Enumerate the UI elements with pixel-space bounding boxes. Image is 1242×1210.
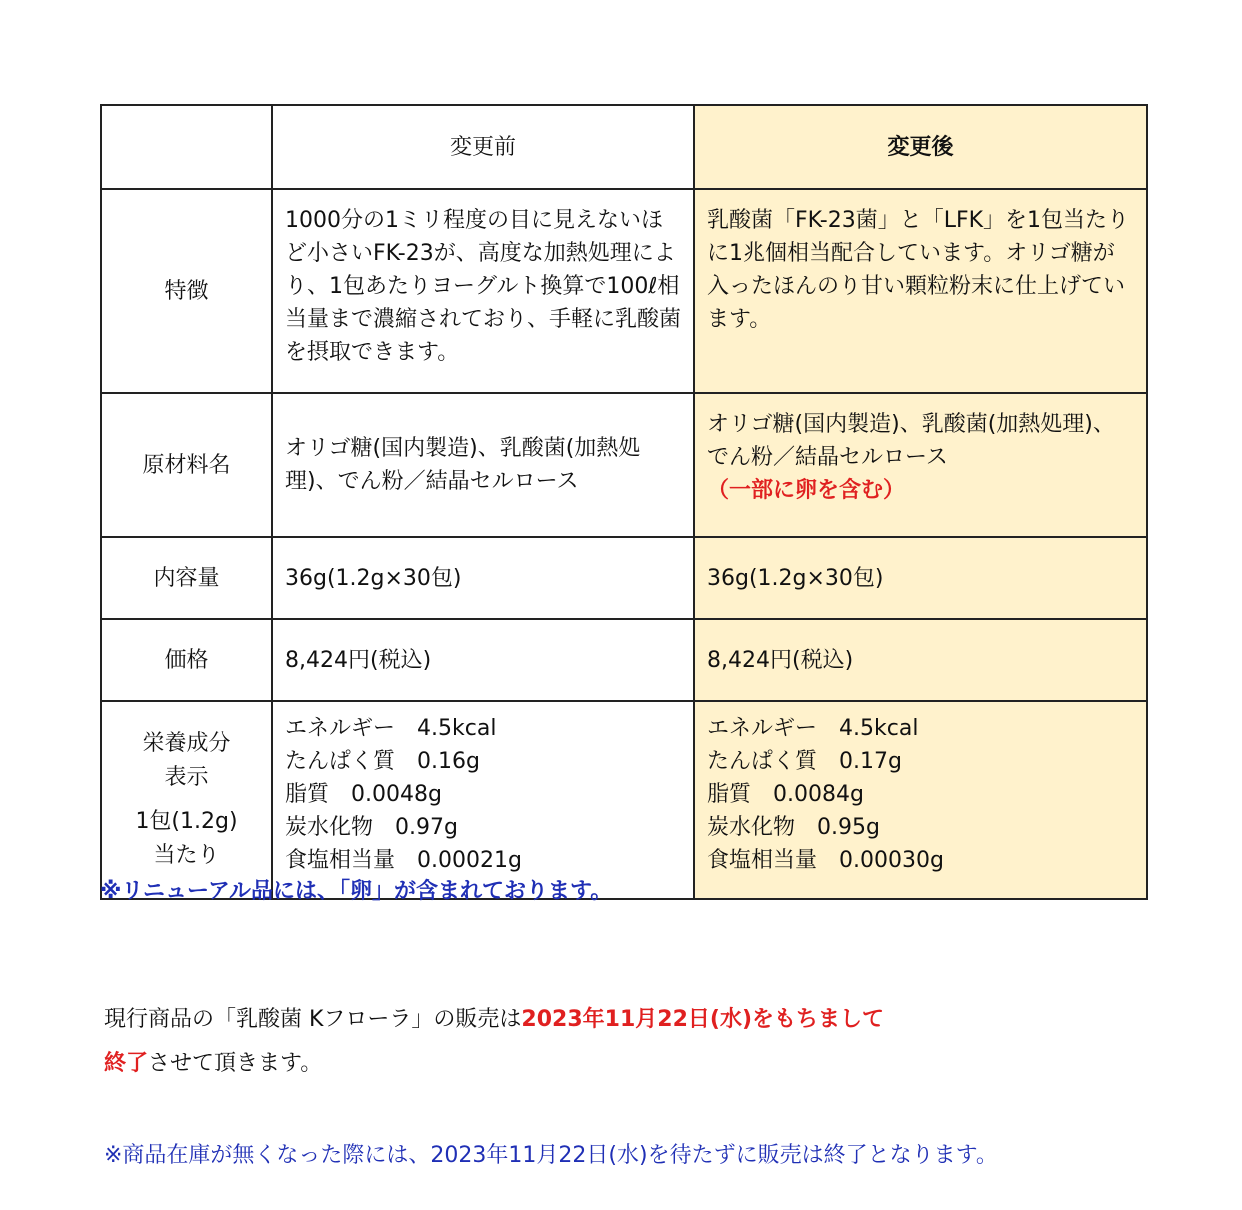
volume-row bbox=[101, 537, 1147, 619]
egg-allergen-highlight: （一部に卵を含む） bbox=[707, 478, 906, 503]
nutrition-name: たんぱく質 bbox=[707, 749, 818, 774]
end-notice-suffix: させて頂きます。 bbox=[148, 1051, 323, 1076]
nutrition-value: 0.95g bbox=[817, 815, 880, 840]
nutrition-item bbox=[707, 712, 1136, 745]
volume-label: 内容量 bbox=[101, 537, 272, 619]
nutrition-item bbox=[707, 811, 1136, 844]
nutrition-name: たんぱく質 bbox=[285, 749, 396, 774]
price-before: 8,424円(税込) bbox=[272, 619, 694, 701]
nutrition-value: 0.97g bbox=[395, 815, 458, 840]
nutrition-after bbox=[694, 701, 1147, 899]
nutrition-name: 炭水化物 bbox=[707, 815, 796, 840]
feature-before: 1000分の1ミリ程度の目に見えないほど小さいFK-23が、高度な加熱処理により、1包あたりヨーグルト換算で100ℓ相当量まで濃縮されており、手軽に乳酸菌を摂取できます。 bbox=[272, 189, 694, 393]
feature-label: 特徴 bbox=[101, 189, 272, 393]
nutrition-before bbox=[272, 701, 694, 899]
header-empty-cell bbox=[101, 105, 272, 189]
volume-before: 36g(1.2g×30包) bbox=[272, 537, 694, 619]
end-notice-end: 終了 bbox=[104, 1051, 149, 1076]
nutrition-name: 脂質 bbox=[285, 782, 330, 807]
nutrition-value: 0.0084g bbox=[773, 782, 864, 807]
nutrition-label-line4: 当たり bbox=[153, 843, 220, 868]
nutrition-item bbox=[707, 745, 1136, 778]
end-notice-date: 2023年11月22日(水)をもちまして bbox=[521, 1007, 884, 1032]
nutrition-item bbox=[285, 844, 683, 877]
stock-notice: ※商品在庫が無くなった際には、2023年11月22日(水)を待たずに販売は終了となります。 bbox=[104, 1143, 998, 1168]
header-row bbox=[101, 105, 1147, 189]
material-after-text: オリゴ糖(国内製造)、乳酸菌(加熱処理)、でん粉／結晶セルロース bbox=[707, 412, 1115, 470]
nutrition-item bbox=[707, 778, 1136, 811]
material-after bbox=[694, 393, 1147, 537]
nutrition-label-line2: 表示 bbox=[164, 765, 209, 790]
nutrition-name: エネルギー bbox=[707, 716, 818, 741]
nutrition-value: 0.16g bbox=[417, 749, 480, 774]
nutrition-label bbox=[101, 701, 272, 899]
nutrition-item bbox=[285, 712, 683, 745]
nutrition-name: 食塩相当量 bbox=[285, 848, 396, 873]
material-before: オリゴ糖(国内製造)、乳酸菌(加熱処理)、でん粉／結晶セルロース bbox=[272, 393, 694, 537]
price-row bbox=[101, 619, 1147, 701]
nutrition-name: 食塩相当量 bbox=[707, 848, 818, 873]
material-row bbox=[101, 393, 1147, 537]
nutrition-value: 4.5kcal bbox=[839, 716, 919, 741]
nutrition-value: 0.00021g bbox=[417, 848, 522, 873]
material-label: 原材料名 bbox=[101, 393, 272, 537]
nutrition-name: エネルギー bbox=[285, 716, 396, 741]
nutrition-item bbox=[285, 811, 683, 844]
nutrition-value: 0.17g bbox=[839, 749, 902, 774]
sales-end-notice bbox=[104, 998, 1104, 1086]
nutrition-label-line1: 栄養成分 bbox=[142, 731, 231, 756]
egg-notice: ※リニューアル品には、「卵」が含まれております。 bbox=[100, 879, 613, 904]
header-before: 変更前 bbox=[272, 105, 694, 189]
nutrition-row bbox=[101, 701, 1147, 899]
end-notice-prefix: 現行商品の「乳酸菌 Kフローラ」の販売は bbox=[104, 1007, 522, 1032]
nutrition-name: 脂質 bbox=[707, 782, 752, 807]
nutrition-item bbox=[285, 778, 683, 811]
feature-row bbox=[101, 189, 1147, 393]
price-after: 8,424円(税込) bbox=[694, 619, 1147, 701]
nutrition-item bbox=[707, 844, 1136, 877]
comparison-table bbox=[100, 104, 1148, 900]
nutrition-label-line3: 1包(1.2g) bbox=[135, 809, 238, 834]
price-label: 価格 bbox=[101, 619, 272, 701]
nutrition-value: 0.0048g bbox=[351, 782, 442, 807]
nutrition-value: 0.00030g bbox=[839, 848, 944, 873]
header-after: 変更後 bbox=[694, 105, 1147, 189]
volume-after: 36g(1.2g×30包) bbox=[694, 537, 1147, 619]
nutrition-item bbox=[285, 745, 683, 778]
nutrition-value: 4.5kcal bbox=[417, 716, 497, 741]
feature-after: 乳酸菌「FK-23菌」と「LFK」を1包当たりに1兆個相当配合しています。オリゴ糖が入ったほんのり甘い顆粒粉末に仕上げています。 bbox=[694, 189, 1147, 393]
nutrition-name: 炭水化物 bbox=[285, 815, 374, 840]
